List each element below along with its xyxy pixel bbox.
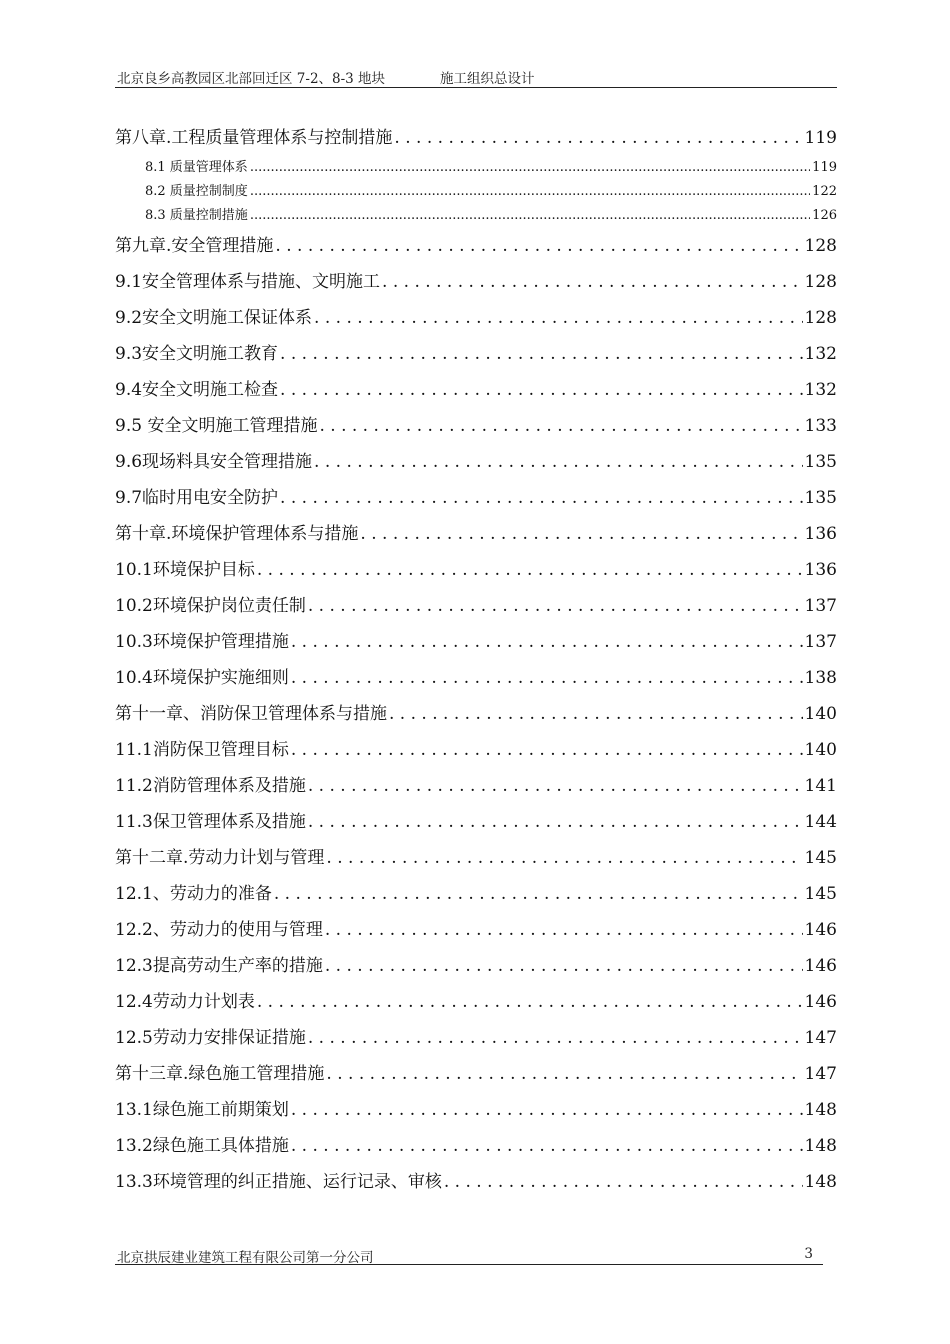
toc-entry-title: 第八章.工程质量管理体系与控制措施: [115, 128, 393, 148]
toc-entry-page: 140: [804, 740, 837, 760]
toc-entry-title: 10.3环境保护管理措施: [115, 632, 289, 652]
toc-entry-title: 13.1绿色施工前期策划: [115, 1100, 289, 1120]
toc-leader-dots: [444, 1164, 803, 1200]
toc-entry-page: 147: [804, 1064, 837, 1084]
toc-leader-dots: [275, 228, 802, 264]
toc-entry[interactable]: [115, 228, 837, 264]
toc-entry-title: 9.3安全文明施工教育: [115, 344, 279, 364]
toc-entry-page: 136: [804, 560, 837, 580]
toc-leader-dots: [326, 1056, 802, 1092]
toc-entry[interactable]: [115, 264, 837, 300]
toc-entry-title: 11.1消防保卫管理目标: [115, 740, 289, 760]
toc-entry-title: 12.1、劳动力的准备: [115, 884, 272, 904]
toc-leader-dots: [250, 204, 810, 228]
toc-entry-title: 第十章.环境保护管理体系与措施: [115, 524, 359, 544]
header-document-title: 施工组织总设计: [440, 71, 535, 87]
toc-entry-title: 9.6现场料具安全管理措施: [115, 452, 313, 472]
toc-entry[interactable]: [115, 1056, 837, 1092]
toc-leader-dots: [308, 804, 803, 840]
toc-entry-page: 144: [804, 812, 837, 832]
toc-leader-dots: [274, 876, 803, 912]
toc-leader-dots: [291, 1092, 803, 1128]
toc-entry-page: 119: [804, 128, 837, 148]
toc-leader-dots: [389, 696, 803, 732]
toc-entry-title: 第十三章.绿色施工管理措施: [115, 1064, 325, 1084]
toc-entry-page: 137: [804, 632, 837, 652]
toc-entry-title: 第十二章.劳动力计划与管理: [115, 848, 325, 868]
toc-entry-page: 136: [804, 524, 837, 544]
toc-entry-title: 13.2绿色施工具体措施: [115, 1136, 289, 1156]
toc-entry-page: 135: [804, 452, 837, 472]
toc-leader-dots: [280, 336, 803, 372]
toc-entry[interactable]: [115, 180, 837, 204]
toc-entry-title: 12.2、劳动力的使用与管理: [115, 920, 323, 940]
toc-leader-dots: [308, 1020, 803, 1056]
toc-leader-dots: [308, 768, 803, 804]
toc-entry-title: 第九章.安全管理措施: [115, 236, 274, 256]
toc-leader-dots: [257, 552, 803, 588]
page-footer: [115, 1246, 823, 1265]
header-project-title: 北京良乡高教园区北部回迁区 7-2、8-3 地块: [117, 71, 386, 87]
toc-entry-title: 第十一章、消防保卫管理体系与措施: [115, 704, 387, 724]
toc-entry-title: 12.4劳动力计划表: [115, 992, 255, 1012]
toc-entry[interactable]: [115, 732, 837, 768]
toc-entry-page: 128: [804, 236, 837, 256]
toc-entry-page: 146: [804, 992, 837, 1012]
toc-entry-page: 119: [812, 160, 837, 175]
toc-entry[interactable]: [115, 552, 837, 588]
toc-entry[interactable]: [115, 1164, 837, 1200]
toc-entry[interactable]: [115, 660, 837, 696]
toc-entry-title: 9.4安全文明施工检查: [115, 380, 279, 400]
toc-entry-title: 10.4环境保护实施细则: [115, 668, 289, 688]
toc-entry-title: 13.3环境管理的纠正措施、运行记录、审核: [115, 1172, 442, 1192]
toc-entry[interactable]: [115, 840, 837, 876]
toc-entry[interactable]: [115, 516, 837, 552]
toc-leader-dots: [250, 156, 810, 180]
toc-entry-page: 146: [804, 920, 837, 940]
toc-entry-title: 9.2安全文明施工保证体系: [115, 308, 313, 328]
toc-leader-dots: [280, 372, 803, 408]
toc-entry[interactable]: [115, 480, 837, 516]
toc-entry-page: 122: [812, 184, 837, 199]
toc-leader-dots: [291, 660, 803, 696]
toc-entry-title: 11.3保卫管理体系及措施: [115, 812, 306, 832]
footer-page-number: 3: [804, 1246, 813, 1262]
toc-entry-page: 132: [804, 344, 837, 364]
toc-leader-dots: [250, 180, 810, 204]
toc-entry-page: 135: [804, 488, 837, 508]
toc-entry[interactable]: [115, 804, 837, 840]
toc-leader-dots: [319, 408, 802, 444]
toc-entry-page: 145: [804, 848, 837, 868]
toc-entry-title: 8.1 质量管理体系: [145, 160, 248, 175]
toc-entry[interactable]: [115, 984, 837, 1020]
toc-entry-page: 148: [804, 1172, 837, 1192]
toc-entry-page: 148: [804, 1136, 837, 1156]
toc-entry-page: 145: [804, 884, 837, 904]
toc-entry[interactable]: [115, 588, 837, 624]
table-of-contents: [115, 120, 837, 1200]
toc-entry[interactable]: [115, 372, 837, 408]
toc-leader-dots: [325, 948, 803, 984]
toc-leader-dots: [257, 984, 803, 1020]
toc-entry-title: 10.1环境保护目标: [115, 560, 255, 580]
toc-entry[interactable]: [115, 120, 837, 156]
toc-entry-page: 140: [804, 704, 837, 724]
toc-entry-page: 138: [804, 668, 837, 688]
toc-entry[interactable]: [115, 156, 837, 180]
toc-entry-title: 9.1安全管理体系与措施、文明施工: [115, 272, 381, 292]
toc-entry-title: 8.3 质量控制措施: [145, 208, 248, 223]
footer-company: 北京拱辰建业建筑工程有限公司第一分公司: [117, 1250, 374, 1266]
toc-entry[interactable]: [115, 876, 837, 912]
toc-entry[interactable]: [115, 912, 837, 948]
toc-leader-dots: [394, 120, 802, 156]
toc-leader-dots: [308, 588, 803, 624]
page-header: [115, 63, 837, 88]
toc-leader-dots: [382, 264, 803, 300]
toc-leader-dots: [360, 516, 802, 552]
toc-entry-page: 126: [812, 208, 837, 223]
toc-entry-page: 137: [804, 596, 837, 616]
toc-entry-title: 8.2 质量控制制度: [145, 184, 248, 199]
toc-entry-title: 12.3提高劳动生产率的措施: [115, 956, 323, 976]
toc-entry[interactable]: [115, 696, 837, 732]
toc-entry[interactable]: [115, 624, 837, 660]
toc-entry[interactable]: [115, 1020, 837, 1056]
toc-entry[interactable]: [115, 444, 837, 480]
toc-entry[interactable]: [115, 1092, 837, 1128]
toc-entry-page: 147: [804, 1028, 837, 1048]
toc-leader-dots: [314, 444, 803, 480]
toc-entry[interactable]: [115, 408, 837, 444]
toc-entry[interactable]: [115, 300, 837, 336]
toc-entry-title: 10.2环境保护岗位责任制: [115, 596, 306, 616]
toc-leader-dots: [291, 624, 803, 660]
toc-entry-page: 146: [804, 956, 837, 976]
toc-entry-title: 9.5 安全文明施工管理措施: [115, 416, 318, 436]
toc-entry-page: 128: [804, 308, 837, 328]
toc-entry-title: 9.7临时用电安全防护: [115, 488, 279, 508]
toc-entry[interactable]: [115, 768, 837, 804]
toc-leader-dots: [326, 840, 802, 876]
toc-entry-page: 128: [804, 272, 837, 292]
toc-entry-page: 132: [804, 380, 837, 400]
toc-entry[interactable]: [115, 1128, 837, 1164]
toc-leader-dots: [280, 480, 803, 516]
toc-entry-title: 12.5劳动力安排保证措施: [115, 1028, 306, 1048]
toc-entry-title: 11.2消防管理体系及措施: [115, 776, 306, 796]
toc-entry[interactable]: [115, 204, 837, 228]
toc-leader-dots: [291, 1128, 803, 1164]
toc-leader-dots: [291, 732, 803, 768]
toc-entry[interactable]: [115, 336, 837, 372]
toc-entry-page: 141: [804, 776, 837, 796]
toc-leader-dots: [314, 300, 803, 336]
toc-leader-dots: [325, 912, 803, 948]
toc-entry-page: 133: [804, 416, 837, 436]
toc-entry-page: 148: [804, 1100, 837, 1120]
toc-entry[interactable]: [115, 948, 837, 984]
